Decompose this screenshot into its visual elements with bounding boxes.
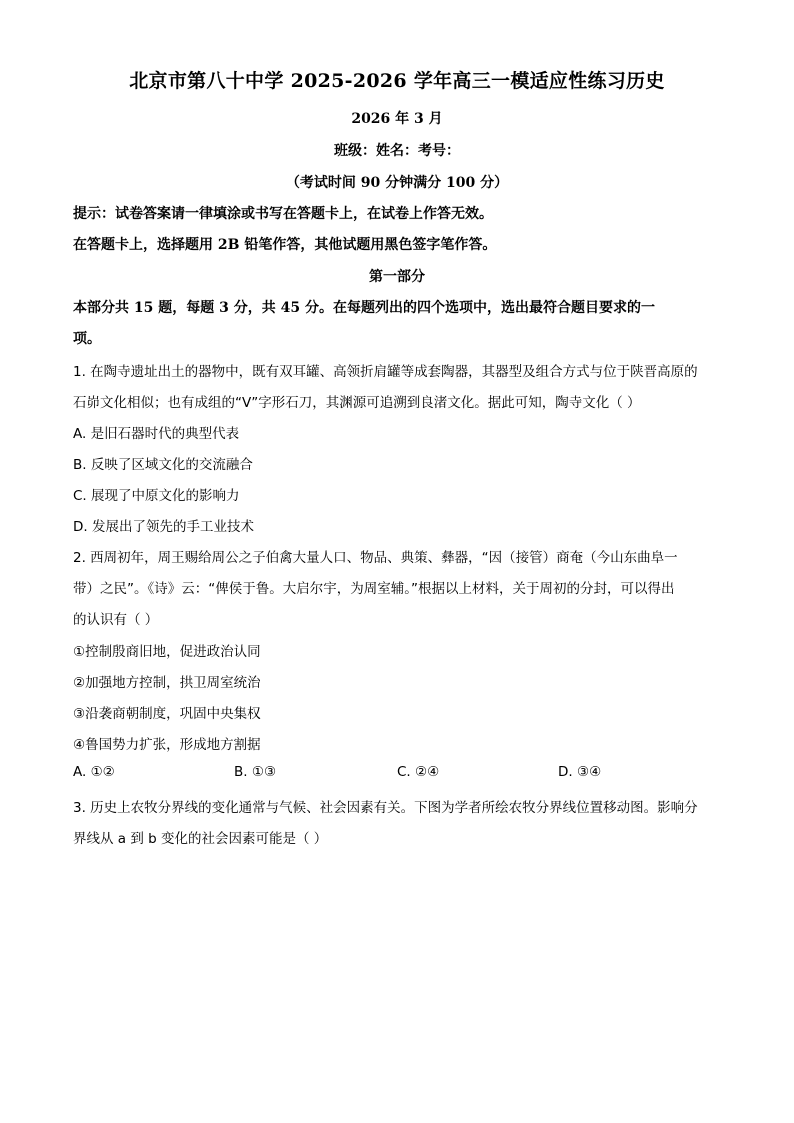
q1-option-a: A. 是旧石器时代的典型代表 bbox=[73, 426, 240, 442]
q3-stem-line-1: 3. 历史上农牧分界线的变化通常与气候、社会因素有关。下图为学者所绘农牧分界线位置移动图。影响分 bbox=[73, 800, 698, 816]
q1-option-c: C. 展现了中原文化的影响力 bbox=[73, 488, 240, 504]
part-intro-line-2: 项。 bbox=[73, 331, 101, 347]
q2-stem-line-1: 2. 西周初年，周王赐给周公之子伯禽大量人口、物品、典策、彝器，“因（接管）商奄（今山东曲阜一 bbox=[73, 550, 678, 566]
q1-option-d: D. 发展出了领先的手工业技术 bbox=[73, 519, 254, 535]
q2-option-a: A. ①② bbox=[73, 764, 115, 780]
q1-option-b: B. 反映了区域文化的交流融合 bbox=[73, 457, 253, 473]
q2-option-c: C. ②④ bbox=[397, 764, 440, 780]
tip-line-2: 在答题卡上，选择题用 2B 铅笔作答，其他试题用黑色签字笔作答。 bbox=[73, 237, 497, 253]
q2-option-b: B. ①③ bbox=[234, 764, 277, 780]
q2-item-1: ①控制殷商旧地，促进政治认同 bbox=[73, 644, 261, 660]
part-title: 第一部分 bbox=[369, 269, 425, 285]
q2-option-d: D. ③④ bbox=[558, 764, 602, 780]
q1-stem-line-2: 石峁文化相似；也有成组的“V”字形石刀，其渊源可追溯到良渚文化。据此可知，陶寺文化（ ） bbox=[73, 395, 641, 411]
exam-date: 2026 年 3 月 bbox=[351, 111, 443, 127]
q2-item-4: ④鲁国势力扩张，形成地方割据 bbox=[73, 737, 261, 753]
class-info: 班级：姓名：考号： bbox=[334, 143, 460, 159]
part-intro-line-1: 本部分共 15 题，每题 3 分，共 45 分。在每题列出的四个选项中，选出最符合题目要求的一 bbox=[73, 300, 655, 316]
exam-title: 北京市第八十中学 2025-2026 学年高三一模适应性练习历史 bbox=[129, 70, 665, 92]
q1-stem-line-1: 1. 在陶寺遗址出土的器物中，既有双耳罐、高领折肩罐等成套陶器，其器型及组合方式与位于陕晋高原的 bbox=[73, 364, 698, 380]
q2-item-2: ②加强地方控制，拱卫周室统治 bbox=[73, 675, 261, 691]
q2-stem-line-3: 的认识有（ ） bbox=[73, 612, 159, 628]
q3-stem-line-2: 界线从 a 到 b 变化的社会因素可能是（ ） bbox=[73, 831, 328, 847]
exam-info: （考试时间 90 分钟满分 100 分） bbox=[285, 175, 509, 191]
q2-stem-line-2: 带）之民”。《诗》云：“俾侯于鲁。大启尔宇，为周室辅。”根据以上材料，关于周初的分封，可以得出 bbox=[73, 581, 675, 597]
q2-item-3: ③沿袭商朝制度，巩固中央集权 bbox=[73, 706, 261, 722]
tip-line-1: 提示：试卷答案请一律填涂或书写在答题卡上，在试卷上作答无效。 bbox=[73, 206, 493, 222]
